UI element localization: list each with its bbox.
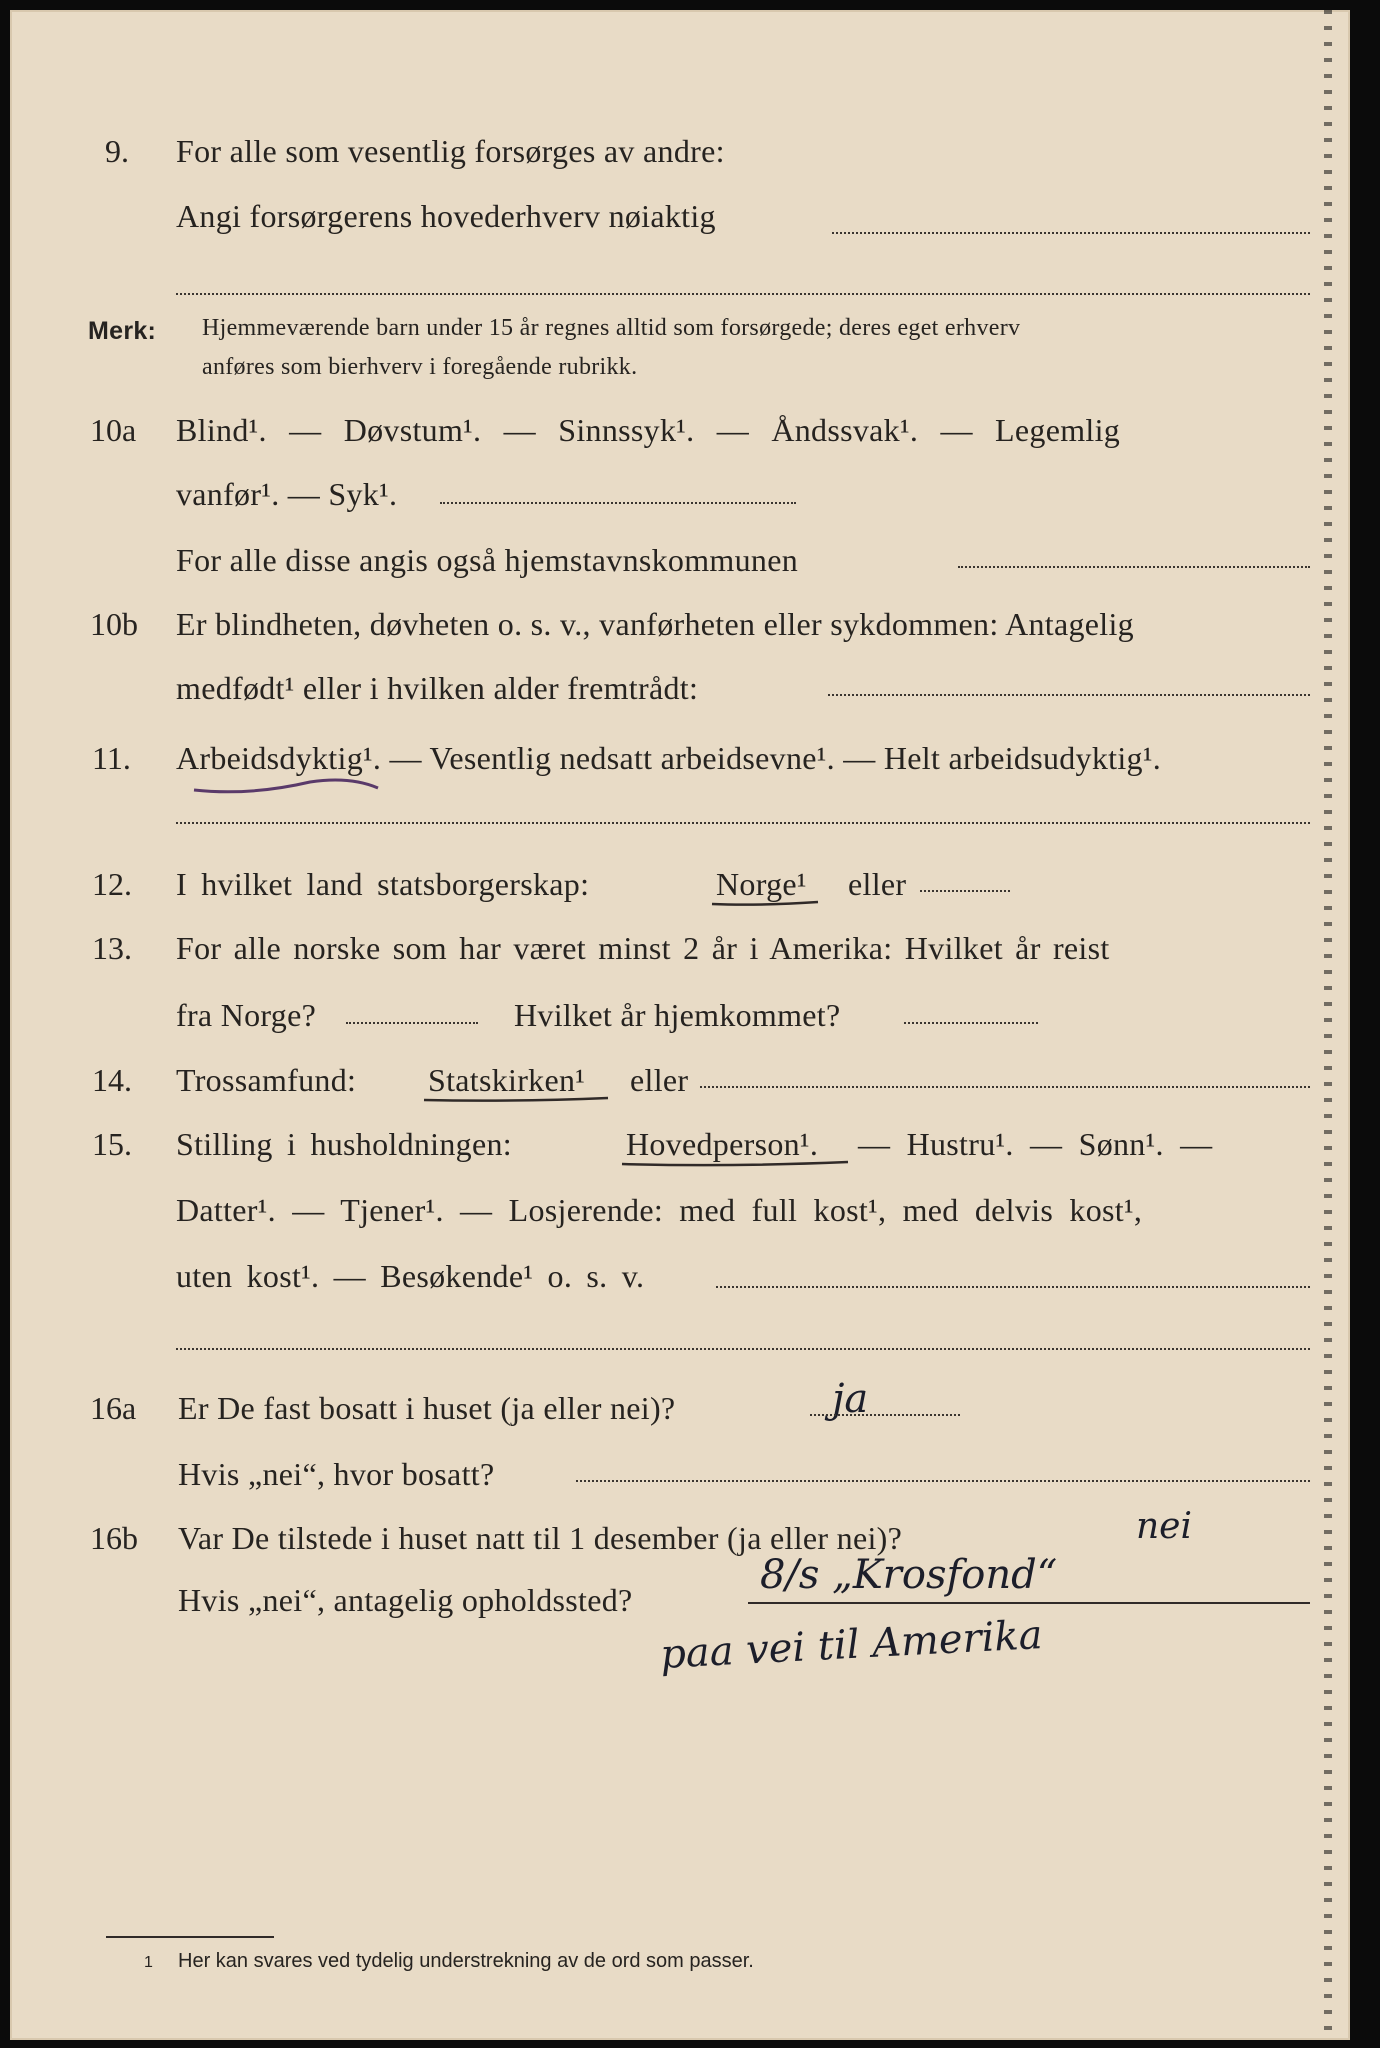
q13-line2b: Hvilket år hjemkommet?	[514, 997, 841, 1033]
q15-line2: Datter¹. — Tjener¹. — Losjerende: med full kost¹, med delvis kost¹,	[176, 1192, 1143, 1228]
q15-number: 15.	[92, 1126, 132, 1162]
footnote-text: Her kan svares ved tydelig understrekning av de ord som passer.	[178, 1950, 754, 1972]
q14-number: 14.	[92, 1062, 132, 1098]
q11-number: 11.	[92, 740, 131, 776]
q10b-line2: medfødt¹ eller i hvilken alder fremtrådt:	[176, 670, 699, 706]
q10a-line2: vanfør¹. — Syk¹.	[176, 476, 398, 512]
q16a-number: 16a	[90, 1390, 137, 1426]
q16b-answer: nei	[1136, 1506, 1193, 1547]
q13-line2a: fra Norge?	[176, 997, 317, 1033]
q10a-line1: Blind¹. — Døvstum¹. — Sinnssyk¹. — Åndssvak¹. — Legemlig	[176, 412, 1121, 448]
q11-line1: Arbeidsdyktig¹. — Vesentlig nedsatt arbeidsevne¹. — Helt arbeidsudyktig¹.	[176, 740, 1162, 776]
q15-answer-line2[interactable]	[176, 1348, 1310, 1350]
q15-answer-line[interactable]	[716, 1286, 1310, 1288]
q16a-answer-line[interactable]	[810, 1414, 960, 1416]
perforation-edge	[1324, 10, 1332, 2040]
q12-answer-line[interactable]	[920, 890, 1010, 892]
q15-label: Stilling i husholdningen:	[176, 1126, 512, 1162]
q10a-hjemstavn-line[interactable]	[958, 566, 1310, 568]
q16a-line1: Er De fast bosatt i huset (ja eller nei)?	[178, 1390, 676, 1426]
q14-answer-line[interactable]	[700, 1086, 1310, 1088]
q16b-line2: Hvis „nei“, antagelig opholdssted?	[178, 1582, 633, 1618]
merk-line1: Hjemmeværende barn under 15 år regnes alltid som forsørgede; deres eget erhverv	[202, 315, 1021, 341]
q9-line2: Angi forsørgerens hovederhverv nøiaktig	[176, 198, 716, 234]
q13-line1: For alle norske som har været minst 2 år i Amerika: Hvilket år reist	[176, 930, 1110, 966]
q16b-opholdssted-line[interactable]	[748, 1602, 1310, 1604]
q15-line3: uten kost¹. — Besøkende¹ o. s. v.	[176, 1258, 645, 1294]
q16a-bosatt-line[interactable]	[576, 1480, 1310, 1482]
q10b-number: 10b	[90, 606, 138, 642]
q14-eller: eller	[630, 1062, 689, 1098]
q16b-line1: Var De tilstede i huset natt til 1 desember (ja eller nei)?	[178, 1520, 903, 1556]
q9-answer-line[interactable]	[832, 232, 1310, 234]
q10b-answer-line[interactable]	[828, 694, 1310, 696]
q15-line1-rest: — Hustru¹. — Sønn¹. —	[858, 1126, 1213, 1162]
q16a-answer: ja	[832, 1376, 869, 1422]
q10a-number: 10a	[90, 412, 137, 448]
q15-hovedperson: Hovedperson¹.	[626, 1126, 819, 1162]
q13-number: 13.	[92, 930, 132, 966]
q10a-answer-line[interactable]	[440, 502, 796, 504]
census-form-page	[10, 10, 1350, 2040]
q9-line1: For alle som vesentlig forsørges av andre:	[176, 133, 725, 169]
q12-number: 12.	[92, 866, 132, 902]
footnote-rule	[106, 1936, 274, 1938]
q12-norge: Norge¹	[716, 866, 807, 902]
q15-handwritten-underline	[618, 1152, 858, 1172]
q16a-line2: Hvis „nei“, hvor bosatt?	[178, 1456, 495, 1492]
q10b-line1: Er blindheten, døvheten o. s. v., vanførheten eller sykdommen: Antagelig	[176, 606, 1134, 642]
q11-handwritten-underline	[190, 770, 390, 800]
q12-text: I hvilket land statsborgerskap:	[176, 866, 590, 902]
q9-answer-line2[interactable]	[176, 293, 1310, 295]
q12-handwritten-underline	[708, 892, 828, 912]
q13-reist-line[interactable]	[346, 1022, 478, 1024]
q11-answer-line[interactable]	[176, 822, 1310, 824]
footnote-mark: 1	[144, 1954, 153, 1971]
q16b-opholdssted-answer2: paa vei til Amerika	[659, 1612, 1044, 1678]
q9-number: 9.	[105, 133, 129, 169]
merk-label: Merk:	[88, 317, 157, 345]
q12-eller: eller	[848, 866, 907, 902]
q14-handwritten-underline	[420, 1088, 616, 1108]
q10a-line3: For alle disse angis også hjemstavnskommunen	[176, 542, 799, 578]
q13-hjemkommet-line[interactable]	[904, 1022, 1038, 1024]
merk-line2: anføres som bierhverv i foregående rubrikk.	[202, 354, 638, 380]
q16b-opholdssted-answer: 8/s „Krosfond“	[760, 1552, 1058, 1598]
q14-label: Trossamfund:	[176, 1062, 357, 1098]
q14-statskirken: Statskirken¹	[428, 1062, 586, 1098]
q16b-number: 16b	[90, 1520, 138, 1556]
